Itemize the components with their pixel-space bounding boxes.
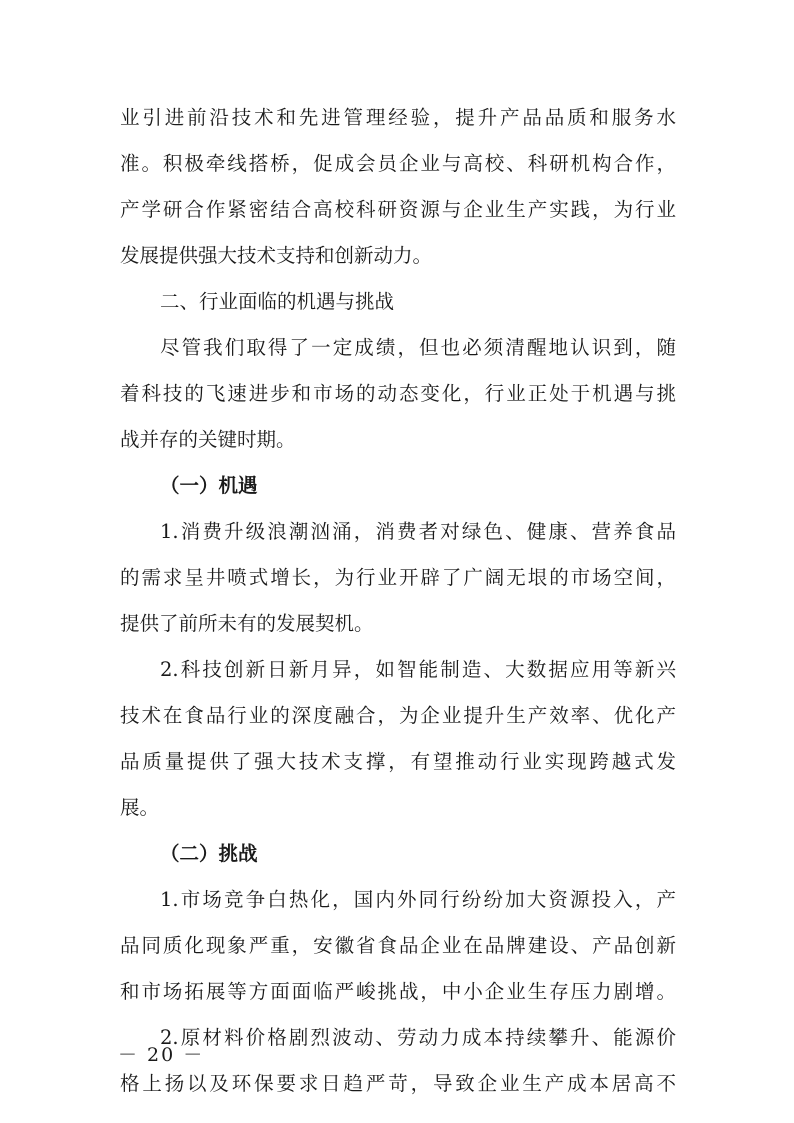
subsection-heading: （二）挑战 xyxy=(160,842,258,865)
body-text-line: 战并存的关键时期。 xyxy=(120,428,296,451)
body-text-line: 发展提供强大技术支持和创新动力。 xyxy=(120,244,433,267)
body-text-line: 着科技的飞速进步和市场的动态变化，行业正处于机遇与挑 xyxy=(120,382,676,405)
body-text-line: 1.市场竞争白热化，国内外同行纷纷加大资源投入，产 xyxy=(160,888,676,911)
body-text-line: 2.科技创新日新月异，如智能制造、大数据应用等新兴 xyxy=(160,658,676,681)
body-text-line: 展。 xyxy=(120,796,160,819)
page-number: － 20 － xyxy=(118,1044,205,1066)
body-text-line: 品同质化现象严重，安徽省食品企业在品牌建设、产品创新 xyxy=(120,934,676,957)
body-text-line: 2.原材料价格剧烈波动、劳动力成本持续攀升、能源价 xyxy=(160,1026,676,1049)
body-text-line: 1.消费升级浪潮汹涌，消费者对绿色、健康、营养食品 xyxy=(160,520,676,543)
body-text-line: 业引进前沿技术和先进管理经验，提升产品品质和服务水 xyxy=(120,106,676,129)
body-text-line: 品质量提供了强大技术支撑，有望推动行业实现跨越式发 xyxy=(120,750,676,773)
body-text-line: 尽管我们取得了一定成绩，但也必须清醒地认识到，随 xyxy=(160,336,676,359)
subsection-heading: （一）机遇 xyxy=(160,474,258,497)
body-text-line: 格上扬以及环保要求日趋严苛，导致企业生产成本居高不 xyxy=(120,1072,676,1095)
body-text-line: 和市场拓展等方面面临严峻挑战，中小企业生存压力剧增。 xyxy=(120,980,676,1003)
body-text-line: 准。积极牵线搭桥，促成会员企业与高校、科研机构合作， xyxy=(120,152,676,175)
body-text-line: 产学研合作紧密结合高校科研资源与企业生产实践，为行业 xyxy=(120,198,676,221)
body-text-line: 提供了前所未有的发展契机。 xyxy=(120,612,374,635)
body-text-line: 的需求呈井喷式增长，为行业开辟了广阔无垠的市场空间， xyxy=(120,566,676,589)
document-body xyxy=(120,95,676,1107)
body-text-line: 技术在食品行业的深度融合，为企业提升生产效率、优化产 xyxy=(120,704,676,727)
section-heading: 二、行业面临的机遇与挑战 xyxy=(160,290,395,313)
